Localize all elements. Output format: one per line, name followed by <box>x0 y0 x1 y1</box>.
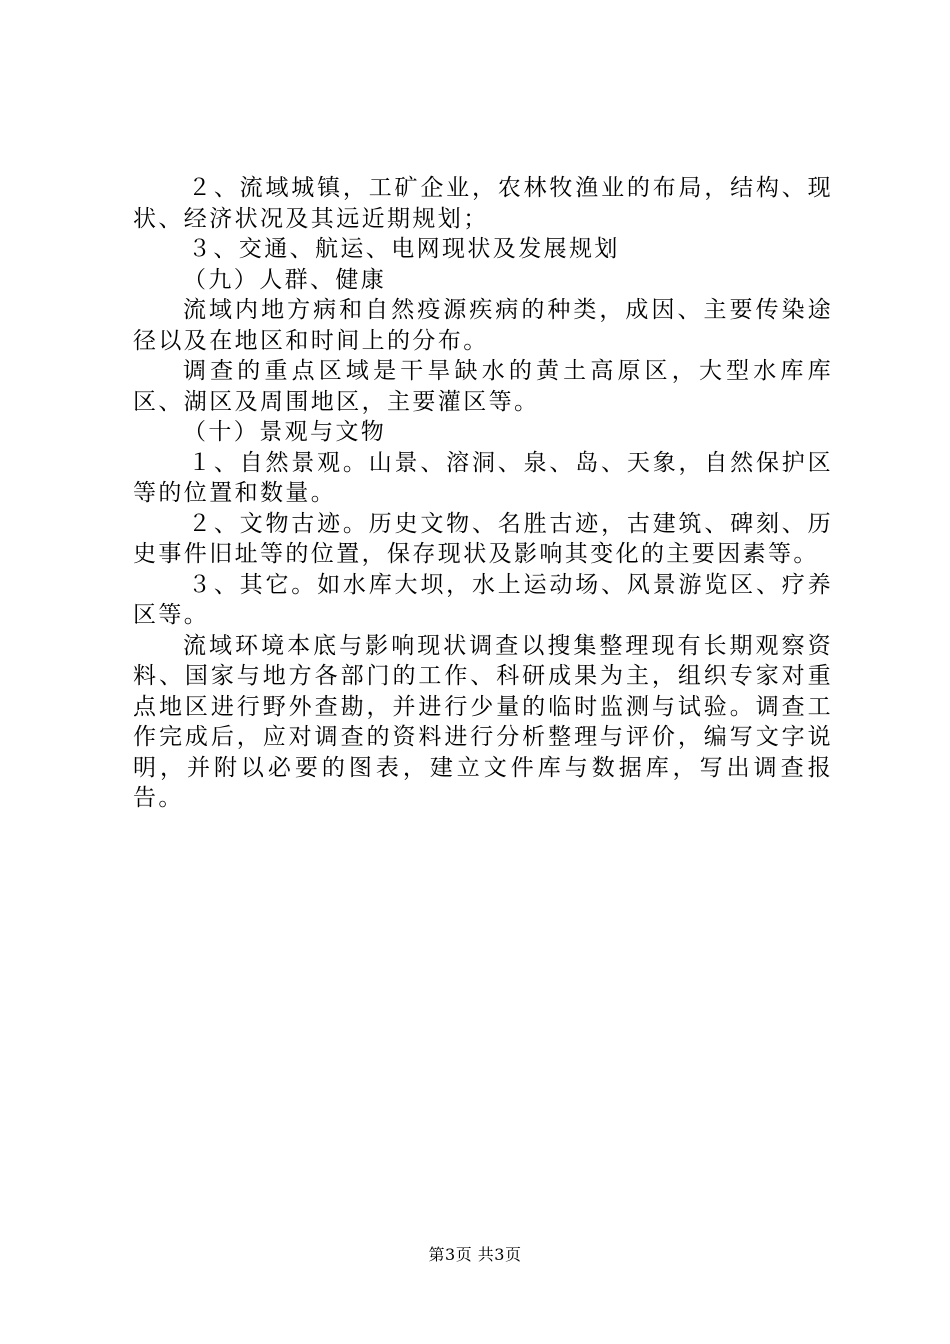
paragraph-item-3-others: ３、其它。如水库大坝，水上运动场、风景游览区、疗养区等。 <box>133 571 833 628</box>
document-body <box>133 173 833 814</box>
page-number-footer: 第3页 共3页 <box>428 1245 522 1264</box>
paragraph-item-3-transport: ３、交通、航运、电网现状及发展规划 <box>188 236 620 262</box>
paragraph-item-1-natural-landscape: １、自然景观。山景、溶洞、泉、岛、天象，自然保护区等的位置和数量。 <box>133 449 833 506</box>
paragraph-survey-method-summary: 流域环境本底与影响现状调查以搜集整理现有长期观察资料、国家与地方各部门的工作、科研成果为主，组织专家对重点地区进行野外查勘，并进行少量的临时监测与试验。调查工作完成后，应对调查的资料进行分析整理与评价，编写文字说明，并附以必要的图表，建立文件库与数据库，写出调查报告。 <box>133 632 833 811</box>
paragraph-item-2-towns: ２、流域城镇，工矿企业，农林牧渔业的布局，结构、现状、经济状况及其远近期规划； <box>133 175 833 232</box>
paragraph-endemic-diseases: 流域内地方病和自然疫源疾病的种类，成因、主要传染途径以及在地区和时间上的分布。 <box>133 297 833 354</box>
section-heading-population-health: （九）人群、健康 <box>183 266 387 293</box>
paragraph-key-survey-areas: 调查的重点区域是干旱缺水的黄土高原区，大型水库库区、湖区及周围地区，主要灌区等。 <box>133 358 833 415</box>
section-heading-landscape-relics: （十）景观与文物 <box>183 419 387 445</box>
paragraph-item-2-cultural-relics: ２、文物古迹。历史文物、名胜古迹，古建筑、碑刻、历史事件旧址等的位置，保存现状及影响其变化的主要因素等。 <box>133 510 833 567</box>
